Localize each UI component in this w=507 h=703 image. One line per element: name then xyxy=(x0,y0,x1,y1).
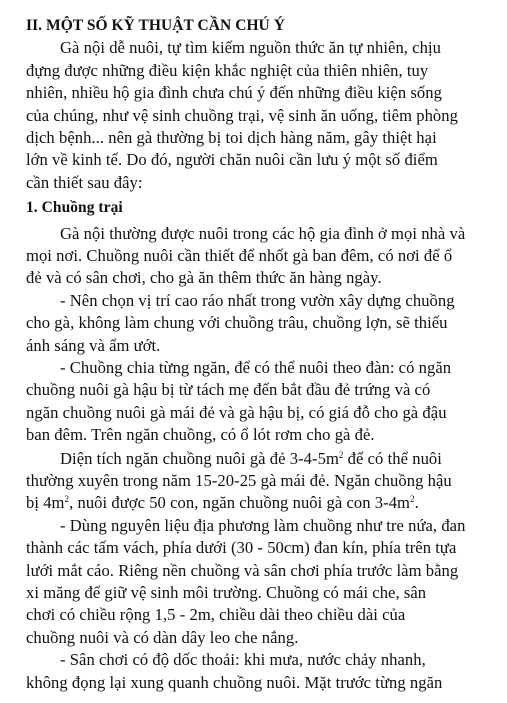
text-fragment: . xyxy=(414,493,419,512)
text-line: - Dùng nguyên liệu địa phương làm chuồng như tre nứa, đan xyxy=(60,516,466,535)
text-line: thường xuyên trong năm 15-20-25 gà mái đẻ. Ngăn chuồng hậu xyxy=(26,471,452,490)
text-line: thành các tấm vách, phía dưới (30 - 50cm) đan kín, phía trên tựa xyxy=(26,538,457,557)
text-line: dịch bệnh... nên gà thường bị toi dịch hàng năm, gây thiệt hại xyxy=(26,128,437,147)
text-line: - Sân chơi có độ dốc thoải: khi mưa, nước chảy nhanh, xyxy=(60,650,426,669)
text-line: ban đêm. Trên ngăn chuồng, có ổ lót rơm cho gà đẻ. xyxy=(26,425,375,444)
text-line xyxy=(60,447,507,471)
text-line: nhiên, nhiều hộ gia đình chưa chú ý đến những điều kiện sống xyxy=(26,83,442,102)
text-line: đựng được những điều kiện khắc nghiệt của thiên nhiên, tuy xyxy=(26,61,429,80)
text-line: - Nên chọn vị trí cao ráo nhất trong vườn xây dựng chuồng xyxy=(60,291,455,310)
text-line: cho gà, không làm chung với chuồng trâu, chuồng lợn, sẽ thiếu xyxy=(26,313,448,332)
text-line: Gà nội thường được nuôi trong các hộ gia đình ở mọi nhà và xyxy=(60,224,466,243)
text-line: - Chuồng chia từng ngăn, để có thể nuôi theo đàn: có ngăn xyxy=(60,358,452,377)
text-line: cần thiết sau đây: xyxy=(26,173,143,192)
text-line: không đọng lại xung quanh chuồng nuôi. Mặt trước từng ngăn xyxy=(26,673,443,692)
text-fragment: bị 4m xyxy=(26,493,65,512)
text-line: của chúng, như vệ sinh chuồng trại, vệ sinh ăn uống, tiêm phòng xyxy=(26,106,458,125)
text-line xyxy=(26,491,507,515)
text-line: ngăn chuồng nuôi gà mái đẻ và gà hậu bị, có giá đỗ cho gà đậu xyxy=(26,403,447,422)
text-fragment: , nuôi được 50 con, ngăn chuồng nuôi gà con 3-4m xyxy=(69,493,410,512)
text-fragment: Diện tích ngăn chuồng nuôi gà đẻ 3-4-5m xyxy=(60,449,339,468)
subsection-heading: 1. Chuồng trại xyxy=(26,199,123,216)
text-line: chơi có chiều rộng 1,5 - 2m, chiều dài theo chiều dài của xyxy=(26,605,406,624)
text-fragment: để có thể nuôi xyxy=(343,449,442,468)
superscript: 2 xyxy=(64,494,70,504)
superscript: 2 xyxy=(338,450,344,460)
text-line: đẻ và có sân chơi, cho gà ăn thêm thức ăn hàng ngày. xyxy=(26,268,382,287)
text-line: ánh sáng và ẩm ướt. xyxy=(26,336,161,355)
superscript: 2 xyxy=(410,494,415,504)
text-line: lưới mắt cáo. Riêng nền chuồng và sân chơi phía trước làm bằng xyxy=(26,561,459,580)
text-line: xi măng để giữ vệ sinh môi trường. Chuồng có mái che, sân xyxy=(26,583,427,602)
text-line: chuồng nuôi gà hậu bị từ tách mẹ đến bắt đầu đẻ trứng và có xyxy=(26,380,431,399)
text-line: lớn về kinh tế. Do đó, người chăn nuôi cần lưu ý một số điểm xyxy=(26,150,438,169)
text-line: mọi nơi. Chuồng nuôi cần thiết để nhốt gà ban đêm, có nơi để ổ xyxy=(26,246,453,265)
section-heading: II. MỘT SỐ KỸ THUẬT CẦN CHÚ Ý xyxy=(26,17,285,34)
text-line: chuồng nuôi và có dàn dây leo che nắng. xyxy=(26,628,299,647)
text-line: Gà nội dễ nuôi, tự tìm kiếm nguồn thức ăn tự nhiên, chịu xyxy=(60,38,441,57)
